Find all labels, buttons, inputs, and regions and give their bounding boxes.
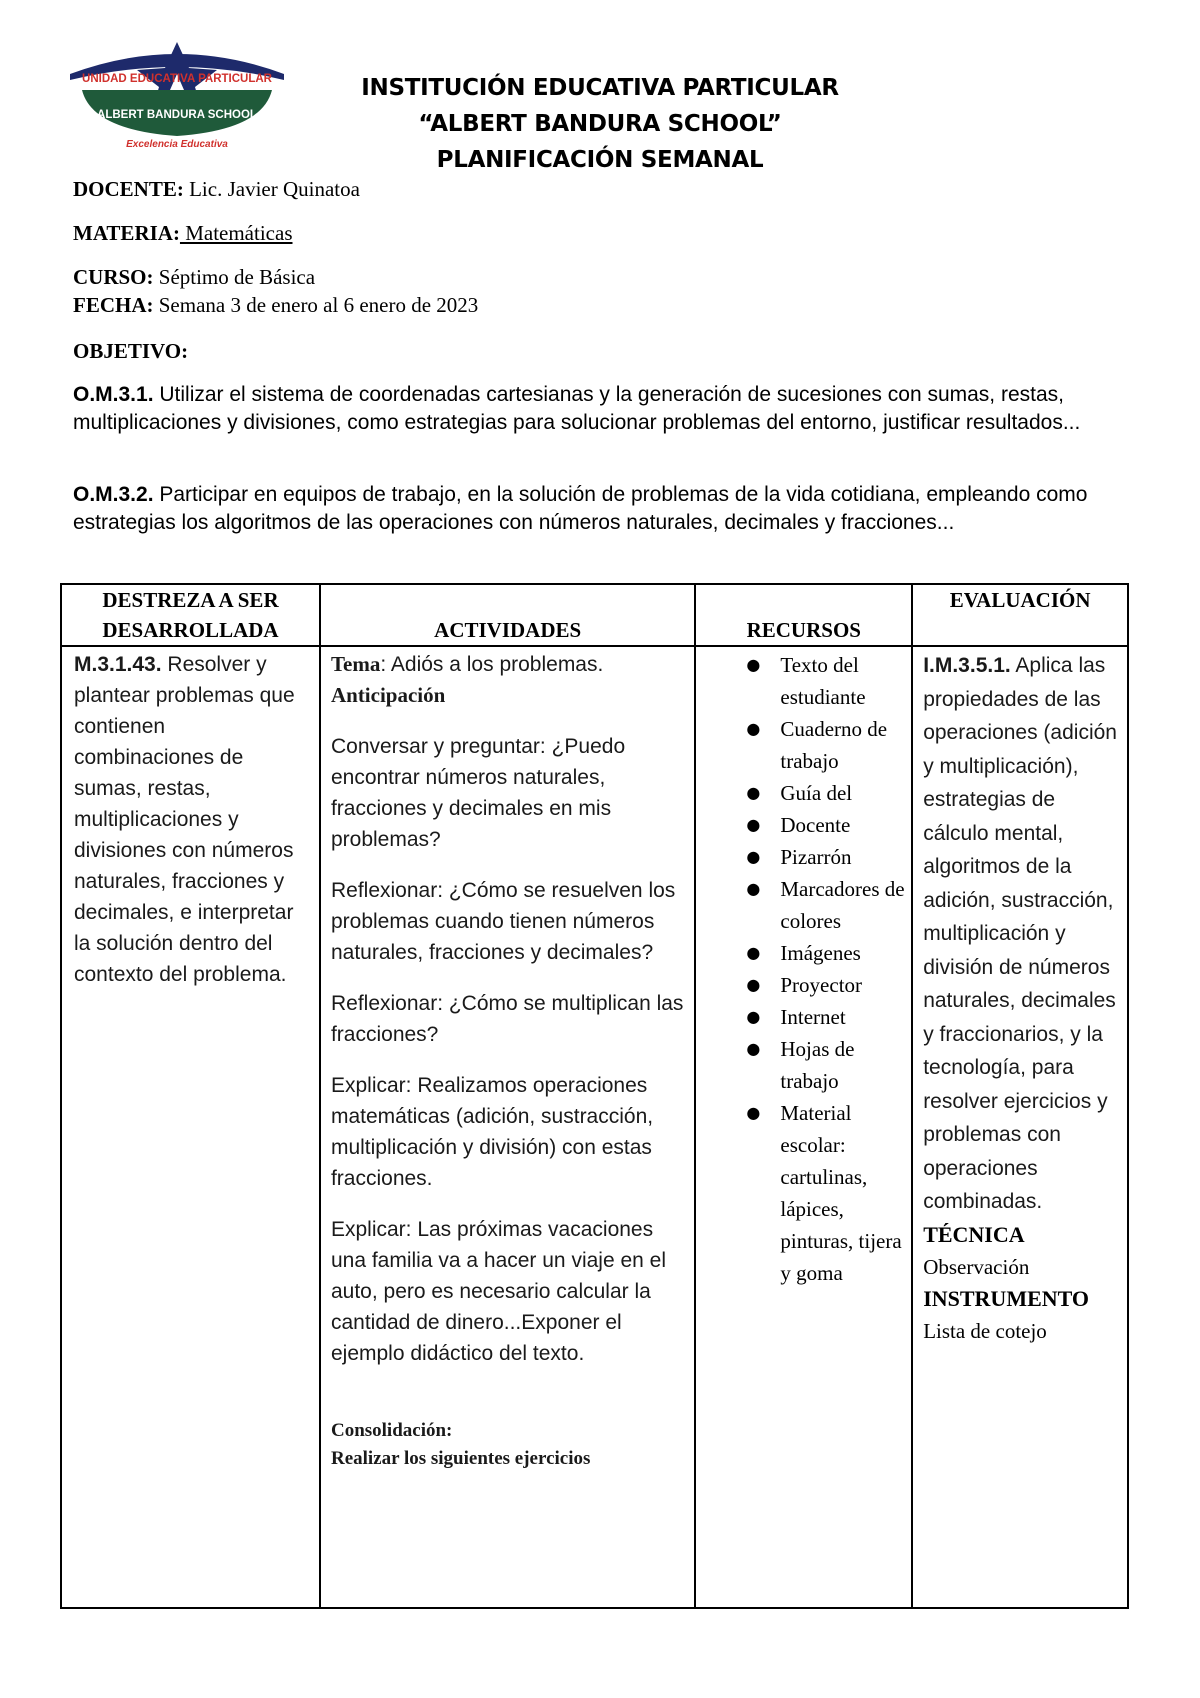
document-header bbox=[300, 70, 900, 178]
bullet-icon: ● bbox=[746, 847, 761, 866]
logo-line3: Excelencia Educativa bbox=[126, 139, 228, 150]
activity-item: Reflexionar: ¿Cómo se resuelven los problemas cuando tienen números naturales, fracciones y decimales? bbox=[330, 879, 676, 964]
bullet-icon: ● bbox=[746, 943, 761, 962]
header-school-name: “ALBERT BANDURA SCHOOL” bbox=[418, 111, 782, 137]
materia-value: Matemáticas bbox=[179, 221, 293, 245]
objective-text: Participar en equipos de trabajo, en la solución de problemas de la vida cotidiana, empleando como estrategias los algoritmos de las operaciones con números naturales, decimales y fracciones... bbox=[73, 483, 1088, 534]
evaluacion-content bbox=[913, 647, 1127, 1219]
logo-line2: ALBERT BANDURA SCHOOL bbox=[97, 109, 257, 121]
bullet-icon: ● bbox=[746, 815, 761, 834]
curso-label: CURSO: bbox=[73, 265, 154, 289]
recursos-list bbox=[696, 649, 911, 1289]
table-row bbox=[61, 646, 1128, 1608]
destreza-text: Resolver y plantear problemas que contienen combinaciones de sumas, restas, multiplicaciones y divisiones con números naturales, fracciones y decimales, e interpretar la solución dentro del contexto del problema. bbox=[74, 653, 295, 986]
docente-label: DOCENTE: bbox=[73, 177, 184, 201]
objective-2 bbox=[73, 481, 1143, 537]
activity-item: Explicar: Realizamos operaciones matemáticas (adición, sustracción, multiplicación y división) con estas fracciones. bbox=[330, 1074, 654, 1190]
objetivo-label: OBJETIVO: bbox=[73, 339, 189, 363]
destreza-content bbox=[62, 647, 319, 990]
logo-line1: UNIDAD EDUCATIVA PARTICULAR bbox=[82, 73, 272, 85]
list-item: ● Proyector bbox=[696, 969, 907, 1001]
anticipacion-heading: Anticipación bbox=[330, 683, 446, 707]
recursos-cell bbox=[695, 646, 912, 1608]
docente-line bbox=[73, 177, 360, 202]
activity-item: Explicar: Las próximas vacaciones una familia va a hacer un viaje en el auto, pero es necesario calcular la cantidad de dinero...Exponer el ejemplo didáctico del texto. bbox=[330, 1218, 667, 1365]
bullet-icon: ● bbox=[746, 1007, 761, 1026]
curso-value: Séptimo de Básica bbox=[153, 265, 316, 289]
instrumento-label: INSTRUMENTO bbox=[923, 1285, 1090, 1311]
tecnica-block bbox=[913, 1219, 1127, 1347]
list-item: ● Internet bbox=[696, 1001, 907, 1033]
curso-line bbox=[73, 265, 315, 290]
planning-table bbox=[60, 583, 1129, 1609]
list-item: ● Pizarrón bbox=[696, 841, 907, 873]
objetivo-line bbox=[73, 339, 188, 364]
header-destreza: DESTREZA A SER DESARROLLADA bbox=[61, 584, 320, 646]
header-institution: INSTITUCIÓN EDUCATIVA PARTICULAR bbox=[361, 75, 839, 101]
tema-label: Tema bbox=[330, 652, 381, 676]
bullet-icon: ● bbox=[746, 975, 761, 994]
list-item: ● Texto del estudiante bbox=[696, 649, 907, 713]
objective-code: O.M.3.2. bbox=[73, 483, 154, 506]
activity-item: Conversar y preguntar: ¿Puedo encontrar números naturales, fracciones y decimales en mis problemas? bbox=[330, 735, 626, 851]
tecnica-value: Observación bbox=[923, 1254, 1030, 1279]
list-item: ● Hojas de trabajo bbox=[696, 1033, 907, 1097]
list-item: ● Material escolar: cartulinas, lápices, pinturas, tijera y goma bbox=[696, 1097, 907, 1289]
consolidacion-text: Realizar los siguientes ejercicios bbox=[330, 1448, 591, 1469]
destreza-cell bbox=[61, 646, 320, 1608]
destreza-code: M.3.1.43. bbox=[74, 653, 162, 676]
list-item: ● Cuaderno de trabajo bbox=[696, 713, 907, 777]
indicator-text: Aplica las propiedades de las operaciones (adición y multiplicación), estrategias de cálculo mental, algoritmos de la adición, sustracción, multiplicación y división de números naturales, decimales y fraccionarios, y la tecnología, para resolver ejercicios y problemas con operaciones combinadas. bbox=[923, 654, 1117, 1213]
list-item: ● Guía del bbox=[696, 777, 907, 809]
objective-code: O.M.3.1. bbox=[73, 383, 154, 406]
indicator-code: I.M.3.5.1. bbox=[923, 654, 1011, 677]
bullet-icon: ● bbox=[746, 1039, 761, 1058]
materia-line bbox=[73, 221, 293, 246]
objective-text: Utilizar el sistema de coordenadas cartesianas y la generación de sucesiones con sumas, restas, multiplicaciones y divisiones, como estrategias para solucionar problemas del entorno, justificar resultados... bbox=[73, 383, 1081, 434]
tecnica-label: TÉCNICA bbox=[923, 1221, 1025, 1247]
bullet-icon: ● bbox=[746, 783, 761, 802]
instrumento-value: Lista de cotejo bbox=[923, 1318, 1047, 1343]
table-header-row bbox=[61, 584, 1128, 646]
header-evaluacion: EVALUACIÓN bbox=[912, 584, 1128, 646]
list-item: ● Docente bbox=[696, 809, 907, 841]
evaluacion-cell bbox=[912, 646, 1128, 1608]
fecha-value: Semana 3 de enero al 6 enero de 2023 bbox=[153, 293, 479, 317]
materia-label: MATERIA: bbox=[73, 221, 180, 245]
tema-text: : Adiós a los problemas. bbox=[380, 653, 604, 676]
objective-1 bbox=[73, 381, 1143, 437]
docente-value: Lic. Javier Quinatoa bbox=[183, 177, 360, 201]
header-title: PLANIFICACIÓN SEMANAL bbox=[436, 147, 764, 173]
actividades-cell bbox=[320, 646, 695, 1608]
bullet-icon: ● bbox=[746, 655, 761, 674]
list-item: ● Imágenes bbox=[696, 937, 907, 969]
header-recursos: RECURSOS bbox=[695, 584, 912, 646]
fecha-line bbox=[73, 293, 478, 318]
activity-item: Reflexionar: ¿Cómo se multiplican las fracciones? bbox=[330, 992, 684, 1046]
actividades-content bbox=[321, 647, 694, 1473]
bullet-icon: ● bbox=[746, 879, 761, 898]
list-item: ● Marcadores de colores bbox=[696, 873, 907, 937]
bullet-icon: ● bbox=[746, 719, 761, 738]
consolidacion-heading: Consolidación: bbox=[330, 1420, 453, 1441]
fecha-label: FECHA: bbox=[73, 293, 154, 317]
header-actividades: ACTIVIDADES bbox=[320, 584, 695, 646]
bullet-icon: ● bbox=[746, 1103, 761, 1122]
school-logo bbox=[52, 40, 302, 165]
